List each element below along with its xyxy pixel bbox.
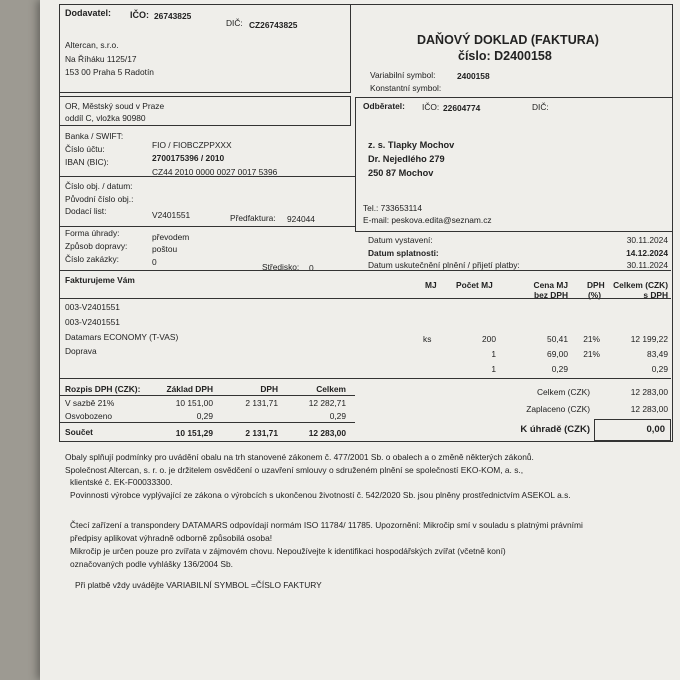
item-row-1-total: 12 199,22	[630, 334, 668, 344]
due-amount-box	[594, 419, 671, 441]
supplier-street: Na Říháku 1125/17	[65, 54, 137, 64]
item-row-1-qty: 200	[482, 334, 496, 344]
due-date-label: Datum splatnosti:	[368, 248, 439, 258]
customer-ico-label: IČO:	[422, 102, 440, 112]
item-row-2-vat: 21%	[583, 349, 600, 359]
item-row-1-price: 50,41	[547, 334, 568, 344]
vs-value: 2400158	[457, 71, 490, 81]
issue-date-value: 30.11.2024	[626, 235, 668, 245]
item-row-2-name: Doprava	[65, 346, 97, 356]
item-row-2-qty: 1	[491, 349, 496, 359]
order-no-label: Číslo obj. / datum:	[65, 181, 133, 191]
invoice-title: DAŇOVÝ DOKLAD (FAKTURA)	[417, 33, 599, 47]
item-row-3-qty: 1	[491, 364, 496, 374]
center-value: 0	[309, 263, 314, 273]
customer-dic-label: DIČ:	[532, 102, 549, 112]
supplier-name: Altercan, s.r.o.	[65, 40, 119, 50]
account-label: Číslo účtu:	[65, 144, 105, 154]
item-row-3-total: 0,29	[651, 364, 668, 374]
col-price-1: Cena MJ	[533, 280, 568, 290]
col-mj: MJ	[425, 280, 437, 290]
note-payment: Při platbě vždy uvádějte VARIABILNÍ SYMBOL =ČÍSLO FAKTURY	[75, 580, 322, 590]
bank-value: FIO / FIOBCZPPXXX	[152, 140, 232, 150]
supplier-ico-label: IČO:	[130, 10, 149, 20]
items-title: Fakturujeme Vám	[65, 275, 135, 285]
item-row-2-total: 83,49	[647, 349, 668, 359]
item-ref-1: 003-V2401551	[65, 302, 120, 312]
iban-value: CZ44 2010 0000 0027 0017 5396	[152, 167, 278, 177]
vat-row-1-base: 10 151,00	[175, 398, 213, 408]
orig-order-label: Původní číslo obj.:	[65, 194, 134, 204]
customer-street: Dr. Nejedlého 279	[368, 154, 445, 164]
note-packaging: Obaly splňují podmínky pro uvádění obalu na trh stanovené zákonem č. 477/2001 Sb. o obalech a o změně některých zákonů.	[65, 452, 534, 462]
customer-ico: 22604774	[443, 103, 481, 113]
paid-value: 12 283,00	[630, 404, 668, 414]
note-ekokom: Společnost Altercan, s. r. o. je držitelem osvědčení o uzavření smlouvy o sdruženém plnění se společností EKO-KOM, a. s.,	[65, 465, 524, 475]
note-pets: Mikročip je určen pouze pro zvířata v zájmovém chovu. Nepoužívejte k identifikaci hospodářských zvířat (včetně koní)	[70, 546, 506, 556]
shipping-value: poštou	[152, 244, 178, 254]
registry-line-1: OR, Městský soud v Praze	[65, 101, 165, 111]
items-header-divider	[59, 298, 671, 299]
center-label: Středisko:	[262, 262, 300, 272]
preinvoice-value: 924044	[287, 214, 315, 224]
vat-col-total: Celkem	[316, 384, 346, 394]
col-vat-1: DPH	[587, 280, 605, 290]
item-row-1-mj: ks	[423, 334, 432, 344]
note-iso: Čtecí zařízení a transpondery DATAMARS odpovídají normám ISO 11784/ 11785. Upozornění: Mikročip smí v souladu s platnými právními	[70, 520, 583, 530]
vat-summary-title: Rozpis DPH (CZK):	[65, 384, 141, 394]
item-row-1-vat: 21%	[583, 334, 600, 344]
due-date-value: 14.12.2024	[626, 248, 668, 258]
due-label: K úhradě (CZK)	[520, 424, 590, 435]
vat-sum-divider	[59, 422, 355, 423]
paid-label: Zaplaceno (CZK)	[526, 404, 590, 414]
account-value: 2700175396 / 2010	[152, 153, 225, 163]
order-id-value: 0	[152, 257, 157, 267]
payment-label: Forma úhrady:	[65, 228, 120, 238]
col-total-1: Celkem (CZK)	[613, 280, 668, 290]
supplier-dic-label: DIČ:	[226, 18, 243, 28]
item-row-1-name: Datamars ECONOMY (T-VAS)	[65, 332, 179, 342]
customer-name: z. s. Tlapky Mochov	[368, 140, 455, 150]
invoice-document	[50, 0, 680, 680]
tax-date-value: 30.11.2024	[626, 260, 668, 270]
customer-tel: Tel.: 733653114	[363, 203, 422, 213]
item-row-2-price: 69,00	[547, 349, 568, 359]
total-label: Celkem (CZK)	[536, 387, 590, 397]
customer-email: E-mail: peskova.edita@seznam.cz	[363, 215, 492, 225]
shipping-label: Způsob dopravy:	[65, 241, 128, 251]
payment-value: převodem	[152, 232, 190, 242]
vat-sum-base: 10 151,29	[175, 428, 213, 438]
bank-divider	[59, 176, 355, 177]
vat-row-1-label: V sazbě 21%	[65, 398, 115, 408]
vat-row-2-label: Osvobozeno	[65, 411, 113, 421]
vat-sum-label: Součet	[65, 427, 93, 437]
col-vat-2: (%)	[588, 290, 602, 300]
vat-row-2-total: 0,29	[329, 411, 346, 421]
due-value: 0,00	[646, 424, 665, 435]
customer-title: Odběratel:	[363, 101, 405, 111]
vs-label: Variabilní symbol:	[370, 70, 436, 80]
note-qualified: předpisy aplikovat výhradně odborně způsobilá osoba!	[70, 533, 273, 543]
issue-date-label: Datum vystavení:	[368, 235, 433, 245]
note-client-no: klientské č. EK-F00033300.	[70, 477, 173, 487]
ks-label: Konstantní symbol:	[370, 83, 442, 93]
vat-col-vat: DPH	[260, 384, 278, 394]
delivery-note-value: V2401551	[152, 210, 191, 220]
order-divider	[59, 226, 355, 227]
items-divider-top	[59, 270, 671, 271]
vat-col-base: Základ DPH	[166, 384, 213, 394]
vat-sum-total: 12 283,00	[308, 428, 346, 438]
preinvoice-label: Předfaktura:	[230, 213, 276, 223]
col-price-2: bez DPH	[534, 290, 568, 300]
note-asekol: Povinnosti výrobce vyplývající ze zákona o výrobcích s ukončenou životností č. 542/2020 Sb. jsou plněny prostřednictvím ASEKOL a.s.	[70, 490, 571, 500]
customer-city: 250 87 Mochov	[368, 168, 434, 178]
vat-row-1-vat: 2 131,71	[245, 398, 278, 408]
registry-line-2: oddíl C, vložka 90980	[65, 113, 146, 123]
total-value: 12 283,00	[630, 387, 668, 397]
vat-row-2-base: 0,29	[196, 411, 213, 421]
supplier-ico: 26743825	[154, 11, 192, 21]
iban-label: IBAN (BIC):	[65, 157, 109, 167]
bank-label: Banka / SWIFT:	[65, 131, 124, 141]
item-row-3-price: 0,29	[551, 364, 568, 374]
vat-sum-vat: 2 131,71	[245, 428, 278, 438]
col-qty: Počet MJ	[456, 280, 493, 290]
supplier-city: 153 00 Praha 5 Radotín	[65, 67, 154, 77]
vat-row-1-total: 12 282,71	[308, 398, 346, 408]
supplier-dic: CZ26743825	[249, 20, 298, 30]
invoice-number: číslo: D2400158	[458, 49, 552, 63]
delivery-note-label: Dodací list:	[65, 206, 107, 216]
note-decree: označovaných podle vyhlášky 136/2004 Sb.	[70, 559, 233, 569]
tax-date-label: Datum uskutečnění plnění / přijetí platby:	[368, 260, 520, 270]
col-total-2: s DPH	[643, 290, 668, 300]
supplier-title: Dodavatel:	[65, 8, 112, 18]
items-divider-bottom	[59, 378, 671, 379]
order-id-label: Číslo zakázky:	[65, 254, 119, 264]
vat-header-divider	[59, 395, 355, 396]
item-ref-2: 003-V2401551	[65, 317, 120, 327]
